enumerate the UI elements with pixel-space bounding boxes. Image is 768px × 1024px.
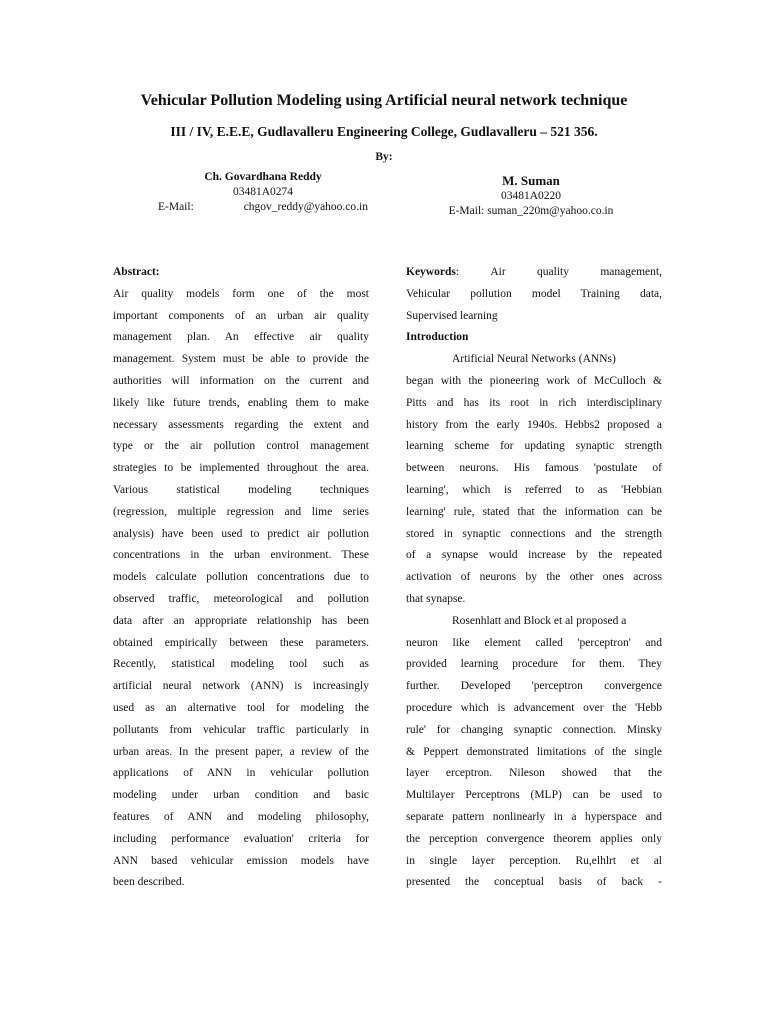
text-line: management plan. An effective air quality — [113, 331, 369, 344]
text-line: Artificial Neural Networks (ANNs) — [452, 353, 616, 366]
author-block-1 — [158, 170, 368, 215]
text-line: obtained empirically between these parameters. — [113, 636, 369, 649]
text-line: data after an appropriate relationship has been — [113, 614, 369, 627]
author-email: chgov_reddy@yahoo.co.in — [243, 201, 368, 213]
text-line: Recently, statistical modeling tool such as — [113, 658, 369, 671]
text-line: learning scheme for updating synaptic strength — [406, 440, 662, 453]
author-name: Ch. Govardhana Reddy — [204, 171, 322, 183]
email-label: E-Mail: — [158, 201, 194, 213]
text-line: learning', which is referred to as 'Hebbian — [406, 483, 662, 496]
left-column — [113, 262, 369, 894]
text-line: learning' rule, stated that the information can be — [406, 505, 662, 518]
affiliation: III / IV, E.E.E, Gudlavalleru Engineering College, Gudlavalleru – 521 356. — [170, 124, 598, 139]
author-name: M. Suman — [502, 173, 560, 188]
text-line: in single layer perception. Ru,elhlrt et al — [406, 854, 662, 867]
text-line: analysis) have been used to predict air pollution — [113, 527, 369, 540]
text-line: models calculate pollution concentrations due to — [113, 571, 369, 584]
text-line: Pitts and has its root in rich interdisciplinary — [406, 396, 662, 409]
text-line: authorities will information on the current and — [113, 374, 369, 387]
author-roll-number: 03481A0220 — [500, 190, 562, 202]
right-column — [406, 262, 662, 894]
text-line: Rosenhlatt and Block et al proposed a — [452, 614, 627, 627]
paper-title: Vehicular Pollution Modeling using Artificial neural network technique — [140, 92, 628, 109]
text-line: type or the air pollution control management — [113, 440, 369, 453]
text-line: management. System must be able to provide the — [113, 353, 369, 366]
author-block-2 — [420, 172, 642, 219]
text-line: presented the conceptual basis of back - — [406, 876, 662, 889]
text-line: & Peppert demonstrated limitations of the single — [406, 745, 662, 758]
text-line: the perception convergence theorem applies only — [406, 832, 662, 845]
text-line: used as an alternative tool for modeling the — [113, 701, 369, 714]
text-line: modeling under urban condition and basic — [113, 789, 369, 802]
text-line: necessary assessments regarding the extent and — [113, 418, 369, 431]
text-line: neuron like element called 'perceptron' and — [406, 636, 662, 649]
text-line: strategies to be implemented throughout the area. — [113, 462, 369, 475]
text-line: features of ANN and modeling philosophy, — [113, 810, 369, 823]
text-line: important components of an urban air quality — [113, 309, 369, 322]
text-line: began with the pioneering work of McCulloch & — [406, 374, 662, 387]
text-line: history from the early 1940s. Hebbs2 proposed a — [406, 418, 662, 431]
text-line: provided learning procedure for them. They — [406, 658, 662, 671]
text-line: Various statistical modeling techniques — [113, 483, 369, 496]
text-line: further. Developed 'perceptron convergence — [406, 680, 662, 693]
text-line: including performance evaluation' criteria for — [113, 832, 369, 845]
keyword-word: quality — [537, 266, 569, 278]
text-line: stored in synaptic connections and the strength — [406, 527, 662, 540]
text-line: between neurons. His famous 'postulate of — [406, 462, 662, 475]
text-line: that synapse. — [406, 592, 466, 605]
keyword-word: Air — [490, 266, 506, 278]
by-label: By: — [375, 151, 393, 163]
keywords-line — [406, 262, 662, 284]
abstract-body — [113, 284, 369, 894]
text-line: Air quality models form one of the most — [113, 287, 369, 300]
text-line: activation of neurons by the other ones across — [406, 571, 662, 584]
abstract-heading: Abstract: — [113, 266, 160, 278]
text-line: rule' for changing synaptic connection. Minsky — [406, 723, 662, 736]
text-line: layer erceptron. Nileson showed that the — [406, 767, 662, 780]
author-email: E-Mail: suman_220m@yahoo.co.in — [448, 205, 614, 217]
author-email-row — [158, 200, 368, 215]
text-line: pollutants from vehicular traffic particularly in — [113, 723, 369, 736]
text-line: observed traffic, meteorological and pollution — [113, 592, 369, 605]
text-line: urban areas. In the present paper, a review of the — [113, 745, 369, 758]
text-line: likely like future trends, enabling them to make — [113, 396, 369, 409]
keyword-word: management, — [600, 266, 662, 278]
text-line: (regression, multiple regression and lime series — [113, 505, 369, 518]
keywords-line: Supervised learning — [406, 309, 498, 322]
text-line: artificial neural network (ANN) is increasingly — [113, 680, 369, 693]
section-heading: Introduction — [406, 331, 469, 344]
text-line: concentrations in the urban environment. These — [113, 549, 369, 562]
text-line: applications of ANN in vehicular pollution — [113, 767, 369, 780]
text-line: procedure which is advancement over the 'Hebb — [406, 701, 662, 714]
text-line: separate pattern nonlinearly in a hyperspace and — [406, 810, 662, 823]
keywords-line: Vehicular pollution model Training data, — [406, 287, 662, 300]
text-line: Multilayer Perceptrons (MLP) can be used to — [406, 789, 662, 802]
introduction-body — [406, 349, 662, 894]
keywords-label: Keywords: — [406, 266, 460, 278]
text-line: been described. — [113, 876, 185, 889]
author-roll-number: 03481A0274 — [232, 186, 294, 198]
text-line: of a synapse would increase by the repeated — [406, 549, 662, 562]
text-line: ANN based vehicular emission models have — [113, 854, 369, 867]
